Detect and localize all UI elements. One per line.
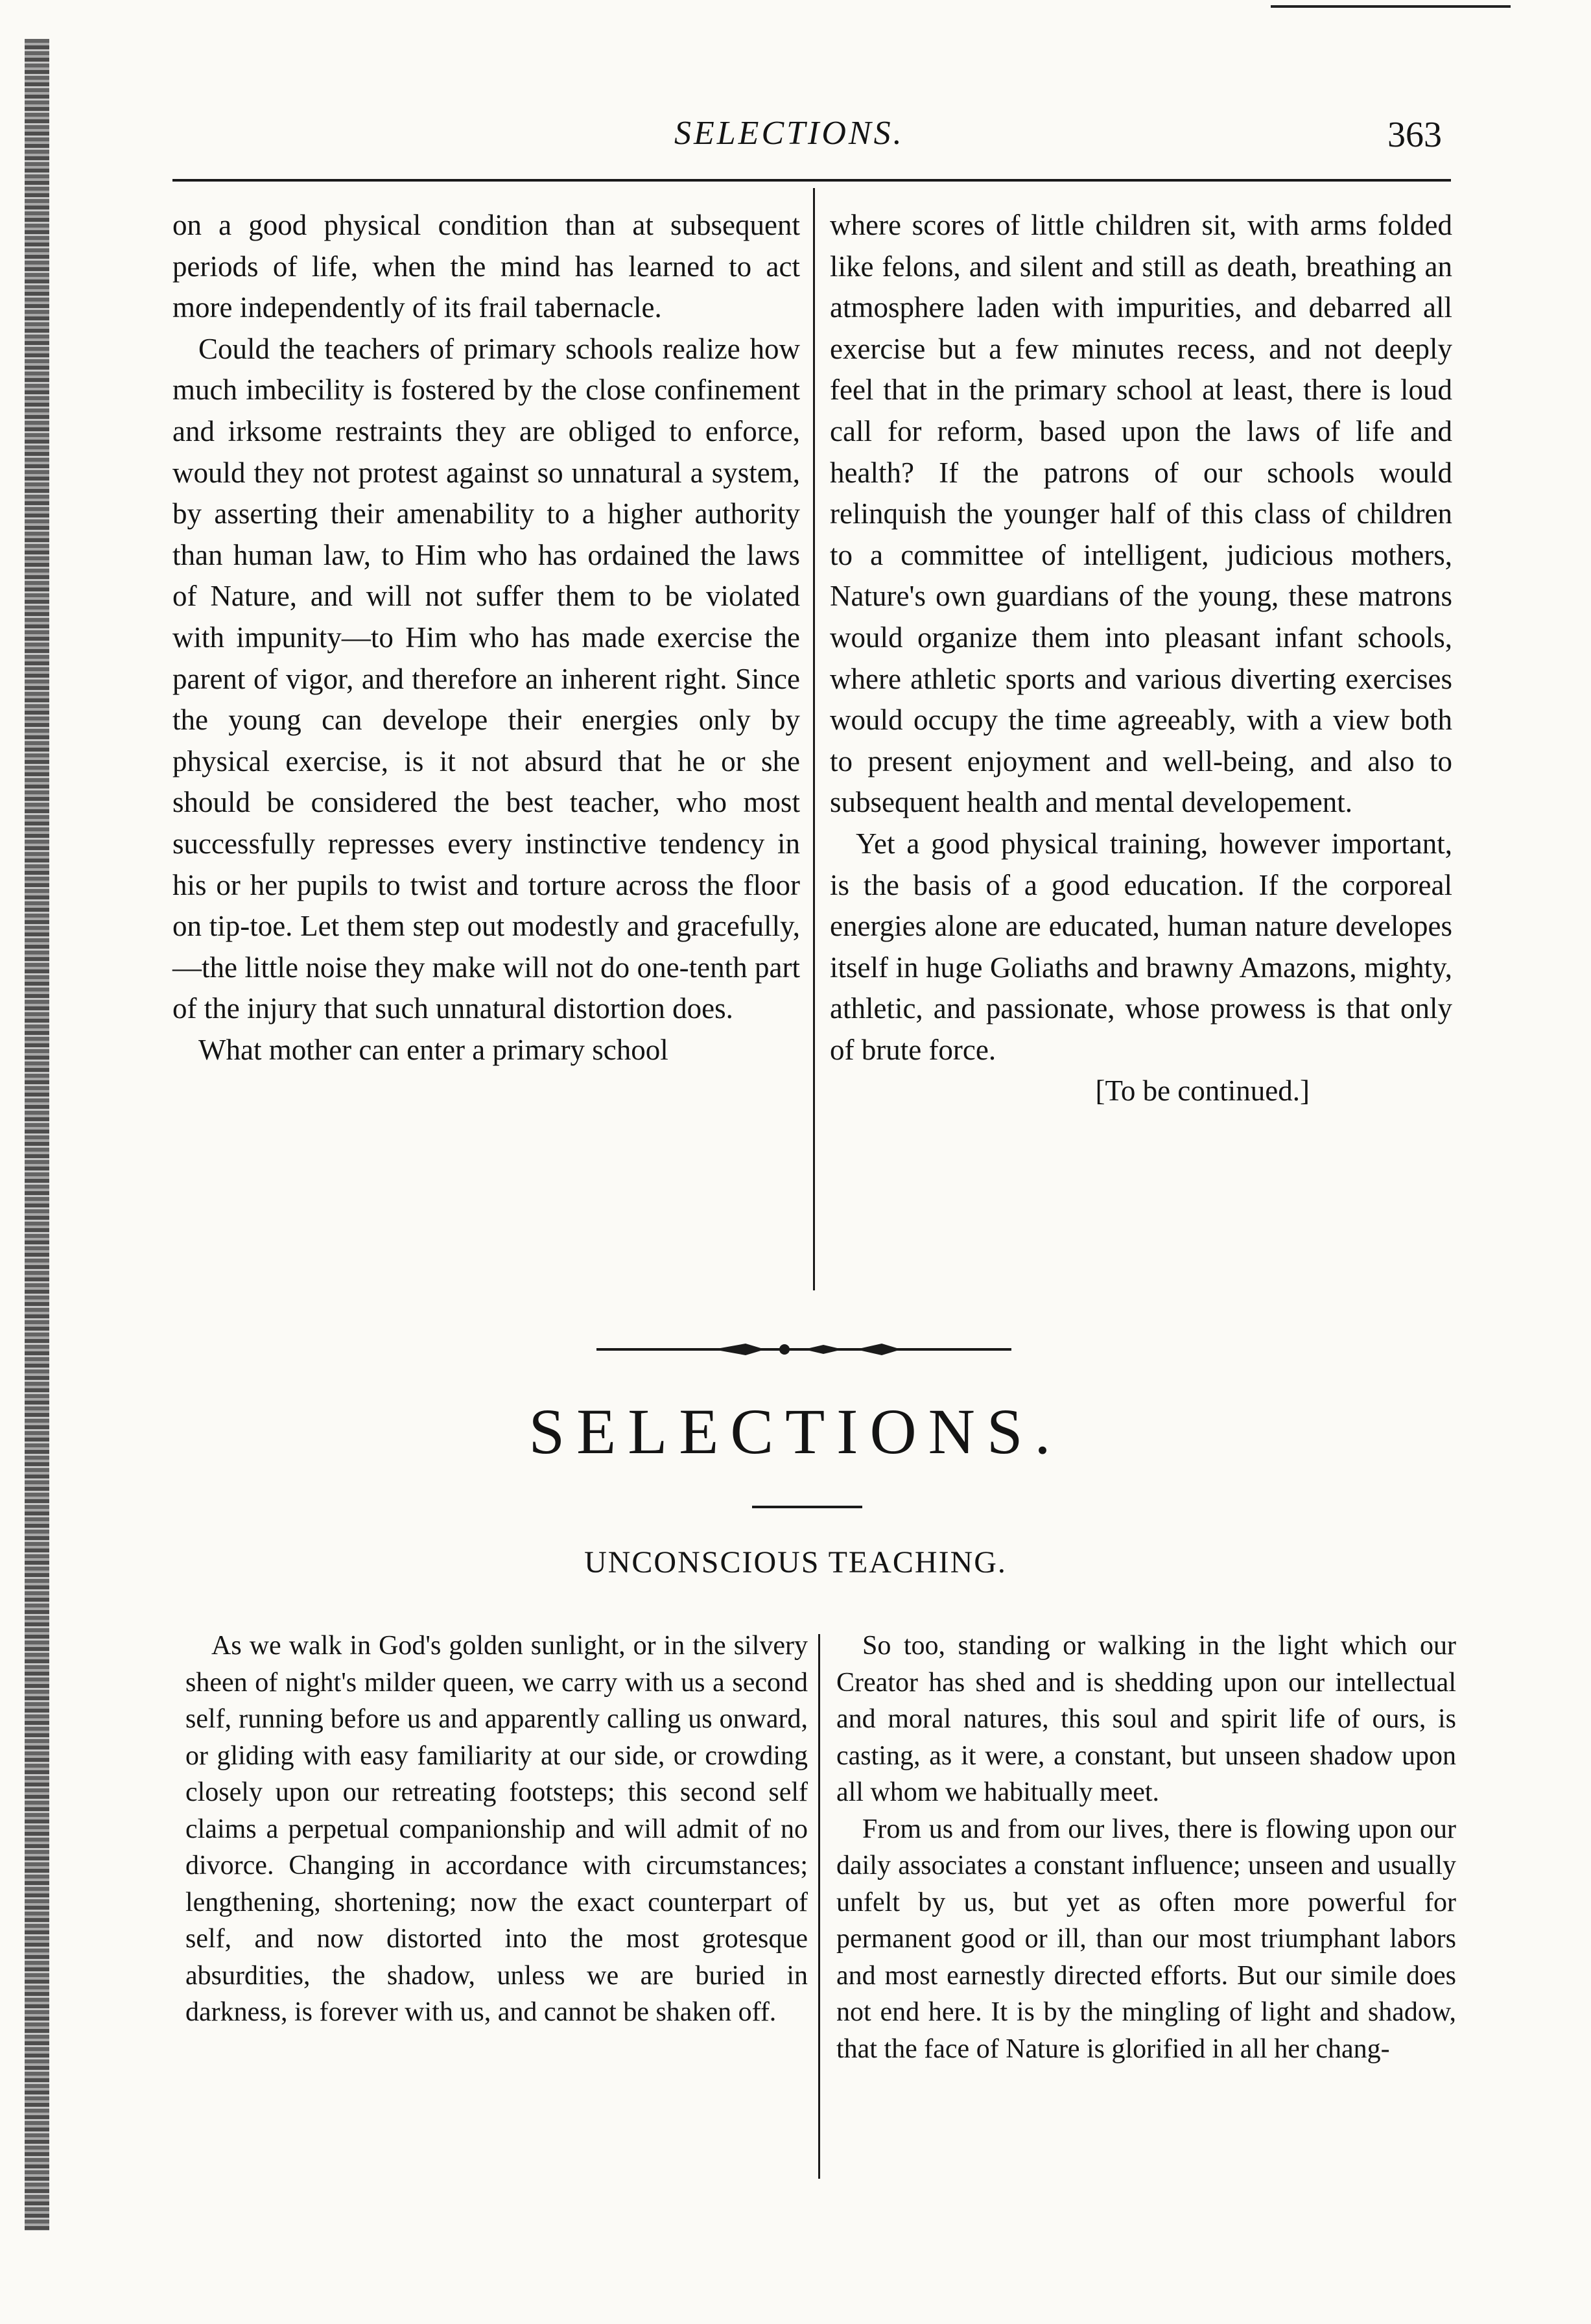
lower-left-column: [185, 1628, 808, 2031]
paragraph: As we walk in God's golden sunlight, or in the silvery sheen of night's milder queen, we carry with us a second self, running before us and apparently calling us onward, or gliding with easy familiarity at our side, or crowding closely upon our retreating footsteps; this second self claims a perpetual companionship and will admit of no divorce. Changing in accordance with circumstances; lengthening, shortening; now the exact counterpart of self, and now distorted into the most grotesque absurdities, the shadow, unless we are buried in darkness, is forever with us, and cannot be shaken off.: [185, 1631, 808, 2027]
to-be-continued: [To be continued.]: [1095, 1074, 1310, 1108]
title-rule: [752, 1506, 862, 1508]
upper-left-column: [172, 205, 800, 1071]
column-divider: [813, 188, 815, 1290]
running-head: SELECTIONS.: [674, 115, 904, 152]
upper-right-column: [830, 205, 1452, 1112]
paragraph: Yet a good physical training, however important, is the basis of a good education. If the corporeal energies alone are educated, human nature developes itself in huge Goliaths and brawny Amazons, mighty, athletic, and passionate, whose prowess is that only of brute force.: [830, 827, 1452, 1066]
paragraph: Could the teachers of primary schools realize how much imbecility is fostered by the close confinement and irksome restraints they are obliged to enforce, would they not protest against so unnatural a system, by asserting their amenability to a higher authority than human law, to Him who has ordained the laws of Nature, and will not suffer them to be violated with impunity—to Him who has made exercise the parent of vigor, and therefore an inherent right. Since the young can develope their energies only by physical exercise, is it not absurd that he or she should be considered the best teacher, who most successfully represses every instinctive tendency in his or her pupils to twist and torture across the floor on tip-toe. Let them step out modestly and gracefully,—the little noise they make will not do one-tenth part of the injury that such unnatural distortion does.: [172, 332, 800, 1025]
lower-right-column: [836, 1628, 1456, 2067]
top-edge-rule: [1271, 5, 1511, 8]
paragraph: on a good physical condition than at subsequent periods of life, when the mind has learned to act more independently of its frail tabernacle.: [172, 209, 800, 324]
paragraph: So too, standing or walking in the light which our Creator has shed and is shedding upon our intellectual and moral natures, this soul and spirit life of ours, is casting, as it were, a constant, but unseen shadow upon all whom we habitually meet.: [836, 1631, 1456, 1807]
paragraph: What mother can enter a primary school: [198, 1033, 668, 1066]
column-divider: [818, 1634, 820, 2179]
article-title: UNCONSCIOUS TEACHING.: [584, 1545, 1007, 1580]
ornamental-rule: [596, 1340, 1011, 1359]
section-title: SELECTIONS.: [528, 1395, 1063, 1467]
page-number: 363: [1387, 115, 1442, 155]
page-binding-edge: [25, 39, 49, 2231]
header-rule: [172, 179, 1451, 182]
paragraph: where scores of little children sit, with arms folded like felons, and silent and still as death, breathing an atmosphere laden with impurities, and debarred all exercise but a few minutes recess, and not deeply feel that in the primary school at least, there is loud call for reform, based upon the laws of life and health? If the patrons of our schools would relinquish the younger half of this class of children to a committee of intelligent, judicious mothers, Nature's own guardians of the young, these matrons would organize them into pleasant infant schools, where athletic sports and various diverting exercises would occupy the time agreeably, with a view both to present enjoyment and well-being, and also to subsequent health and mental developement.: [830, 209, 1452, 819]
paragraph: From us and from our lives, there is flowing upon our daily associates a constant influence; unseen and usually unfelt by us, but yet as often more powerful for permanent good or ill, than our most triumphant labors and most earnestly directed efforts. But our simile does not end here. It is by the mingling of light and shadow, that the face of Nature is glorified in all her chang-: [836, 1814, 1456, 2064]
